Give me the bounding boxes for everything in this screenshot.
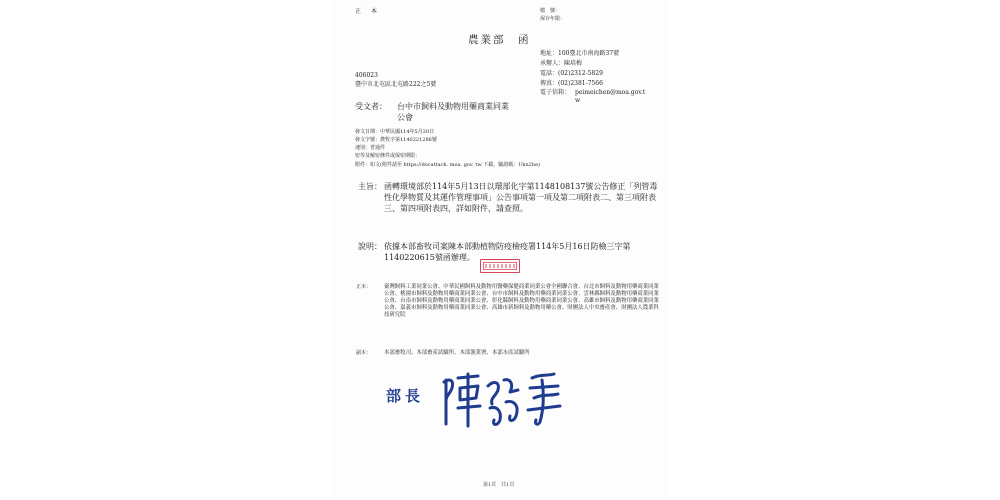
email-value: peimeichen@moa.gov.t	[575, 89, 646, 96]
cc-main-text: 臺灣飼料工業同業公會、中華民國飼料及動物用醫藥保健商業同業公會全國聯合會、台北市飼料及動物用藥商業同業公會、桃園市飼料及動物用藥商業同業公會、台中市飼料及動物用藥商業同業公會、雲林縣飼料及動物用藥商業同業公會、台南市飼料及動物用藥商業同業公會、彰化縣飼料及動物用藥商業同業公會、高雄市飼料及動物用藥商業同業公會、嘉義市飼料及動物用藥商業同業公會、高雄市新飼料及動物用藥公會、財團法人中央畜產會、財團法人農業科技研究院	[384, 284, 659, 318]
secrecy-level: 密等及解密條件或保密期限：	[355, 153, 421, 159]
recipient-label: 受文者：	[355, 102, 387, 111]
document-title: 農業部 函	[468, 34, 531, 46]
recipient-zip: 406023	[355, 72, 378, 79]
email-value-cont: w	[575, 97, 581, 104]
cc-main-label: 正本：	[356, 284, 372, 290]
sender-address: 地址：100臺北市南海路37號	[540, 50, 620, 57]
cc-copy-text: 本部畜牧司、本部畜產試驗所、本部漁業署、本部水產試驗所	[384, 350, 530, 356]
recipient-address: 臺中市北屯區北屯路222之5號	[355, 81, 437, 88]
cc-copy-label: 副本：	[356, 350, 372, 356]
fax-number: 傳真：(02)2381-7566	[540, 80, 603, 87]
page-number: 第1頁 共1頁	[483, 482, 515, 488]
minister-title: 部長	[386, 387, 425, 405]
official-seal-stamp	[480, 259, 520, 273]
recipient-name-cont: 公會	[397, 113, 413, 122]
subject-label: 主旨：	[358, 182, 382, 191]
issue-number: 發文字號：農牧字第1140221286號	[355, 137, 437, 143]
copy-mark: 正 本	[355, 8, 380, 15]
explanation-label: 說明：	[358, 242, 382, 251]
issue-date: 發文日期：中華民國114年5月20日	[355, 129, 435, 135]
recipient-name: 台中市飼料及動物用藥商業同業	[397, 102, 509, 111]
attachment-info: 附件：如文(附件請至 https://docattach. moa. gov. tw 下載，驗證碼：Ukn2he)	[355, 162, 540, 168]
delivery-speed: 速別：普通件	[355, 145, 386, 151]
retention-label: 保存年限：	[540, 16, 566, 22]
subject-text: 函轉環境部於114年5月13日以環部化字第1148108137號公告修正「列管毒性化學物質及其運作管理事項」公告事項第一項及第二項附表二、第三項附表三、第四項附表四，詳如附件，請查照。	[384, 182, 658, 213]
explanation-text: 依據本部畜牧司案陳本部動植物防疫檢疫署114年5月16日防檢三字第1140220615號函辦理。	[384, 242, 631, 262]
file-number-label: 檔 號：	[540, 8, 561, 14]
contact-person: 承辦人：陳培梅	[540, 60, 583, 67]
phone-number: 電話：(02)2312-5829	[540, 70, 603, 77]
handwritten-signature	[438, 360, 568, 430]
email-label: 電子信箱：	[540, 89, 571, 96]
